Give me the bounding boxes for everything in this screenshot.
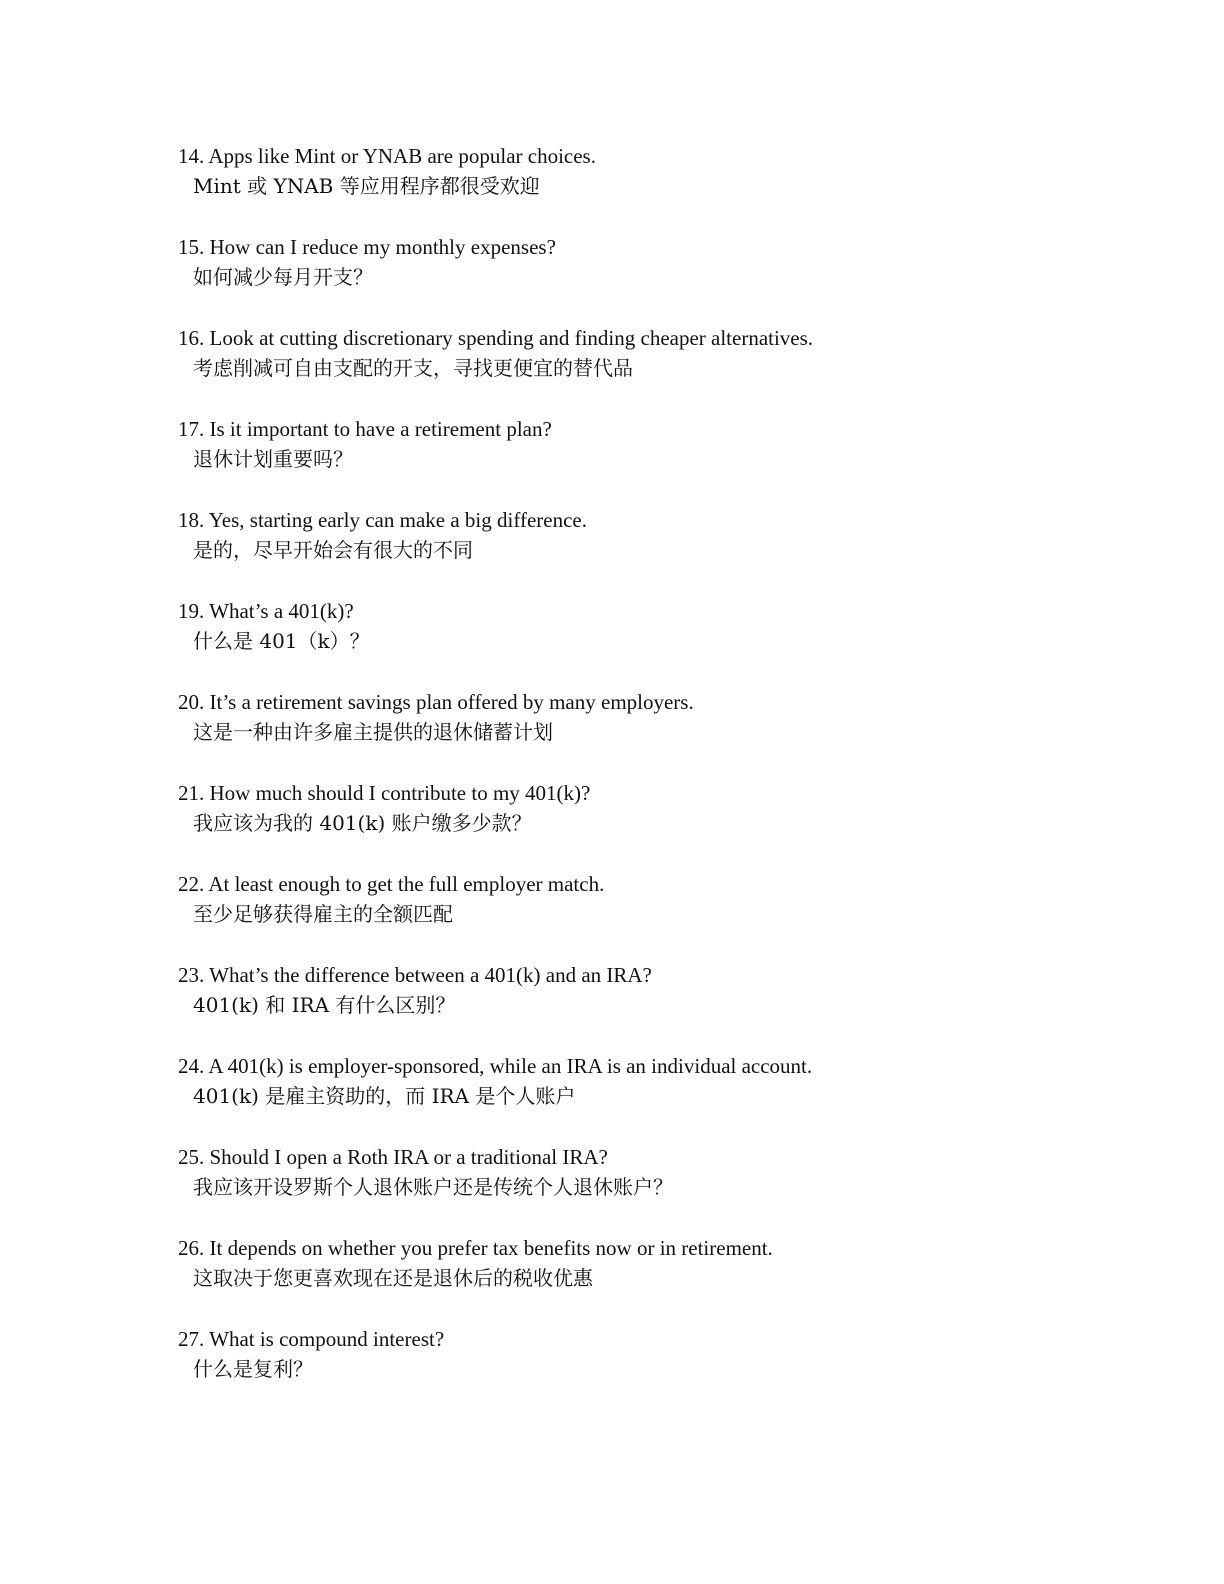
entry-chinese: 至少足够获得雇主的全额匹配 bbox=[193, 902, 453, 926]
entry-chinese: 退休计划重要吗？ bbox=[193, 447, 353, 471]
entry-english: 22. At least enough to get the full employer match. bbox=[178, 872, 605, 896]
entry-14 bbox=[178, 141, 1078, 232]
entry-15 bbox=[178, 232, 1078, 323]
entry-english: 19. What’s a 401(k)? bbox=[178, 599, 354, 623]
entry-18 bbox=[178, 505, 1078, 596]
entry-chinese: 我应该开设罗斯个人退休账户还是传统个人退休账户？ bbox=[193, 1175, 673, 1199]
entry-english: 25. Should I open a Roth IRA or a traditional IRA? bbox=[178, 1145, 608, 1169]
entry-english: 16. Look at cutting discretionary spending and finding cheaper alternatives. bbox=[178, 326, 814, 350]
entry-25 bbox=[178, 1142, 1078, 1233]
entry-english: 15. How can I reduce my monthly expenses? bbox=[178, 235, 556, 259]
entry-chinese: 401(k) 是雇主资助的，而 IRA 是个人账户 bbox=[193, 1084, 576, 1108]
entry-english: 17. Is it important to have a retirement plan? bbox=[178, 417, 552, 441]
entry-22 bbox=[178, 869, 1078, 960]
entry-english: 23. What’s the difference between a 401(k) and an IRA? bbox=[178, 963, 652, 987]
entry-20 bbox=[178, 687, 1078, 778]
document-page bbox=[178, 141, 1078, 1415]
entry-27 bbox=[178, 1324, 1078, 1415]
entry-chinese: 这是一种由许多雇主提供的退休储蓄计划 bbox=[193, 720, 553, 744]
entry-chinese: 401(k) 和 IRA 有什么区别？ bbox=[193, 993, 456, 1017]
entry-chinese: 考虑削减可自由支配的开支，寻找更便宜的替代品 bbox=[193, 356, 633, 380]
entry-chinese: 什么是复利？ bbox=[193, 1357, 313, 1381]
entry-21 bbox=[178, 778, 1078, 869]
entry-chinese: Mint 或 YNAB 等应用程序都很受欢迎 bbox=[193, 174, 540, 198]
entry-english: 14. Apps like Mint or YNAB are popular choices. bbox=[178, 144, 596, 168]
entry-17 bbox=[178, 414, 1078, 505]
entry-english: 26. It depends on whether you prefer tax benefits now or in retirement. bbox=[178, 1236, 773, 1260]
entry-23 bbox=[178, 960, 1078, 1051]
entry-chinese: 什么是 401（k）？ bbox=[193, 629, 370, 653]
entry-chinese: 这取决于您更喜欢现在还是退休后的税收优惠 bbox=[193, 1266, 593, 1290]
entry-english: 21. How much should I contribute to my 401(k)? bbox=[178, 781, 591, 805]
entry-24 bbox=[178, 1051, 1078, 1142]
entry-chinese: 我应该为我的 401(k) 账户缴多少款？ bbox=[193, 811, 532, 835]
entry-english: 20. It’s a retirement savings plan offered by many employers. bbox=[178, 690, 694, 714]
entry-19 bbox=[178, 596, 1078, 687]
entry-chinese: 是的，尽早开始会有很大的不同 bbox=[193, 538, 473, 562]
entry-english: 27. What is compound interest? bbox=[178, 1327, 445, 1351]
entry-16 bbox=[178, 323, 1078, 414]
entry-chinese: 如何减少每月开支？ bbox=[193, 265, 373, 289]
entry-26 bbox=[178, 1233, 1078, 1324]
entry-english: 18. Yes, starting early can make a big difference. bbox=[178, 508, 587, 532]
entry-english: 24. A 401(k) is employer-sponsored, while an IRA is an individual account. bbox=[178, 1054, 813, 1078]
